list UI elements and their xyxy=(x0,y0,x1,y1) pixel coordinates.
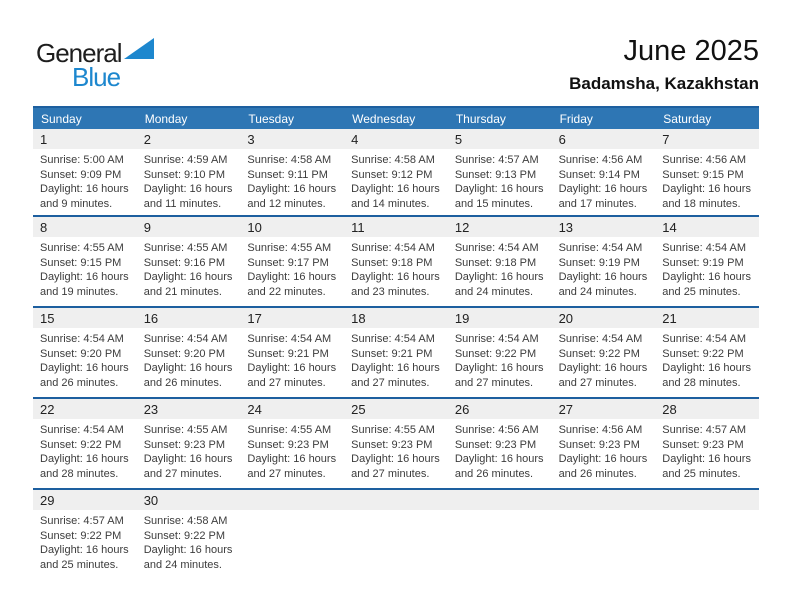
weekday-header-wednesday: Wednesday xyxy=(352,111,416,126)
sunset-text: Sunset: 9:22 PM xyxy=(40,438,122,451)
date-band xyxy=(655,308,759,328)
day-info xyxy=(33,328,137,390)
sunrise-text: Sunrise: 4:55 AM xyxy=(40,242,124,254)
date-band xyxy=(655,490,759,510)
calendar-table xyxy=(33,106,759,579)
sunrise-text: Sunrise: 4:58 AM xyxy=(143,515,228,527)
day-number: 10 xyxy=(247,219,262,235)
day-cell-19 xyxy=(448,308,552,397)
date-band xyxy=(552,490,656,510)
sunrise-text: Sunrise: 4:55 AM xyxy=(247,242,332,254)
day-cell-25 xyxy=(344,399,448,488)
daylight-text-line1: Daylight: 16 hours xyxy=(351,362,440,375)
day-number: 3 xyxy=(247,131,255,147)
date-band xyxy=(240,129,344,149)
day-cell-empty xyxy=(448,490,552,579)
week-row xyxy=(33,306,759,397)
sunrise-text: Sunrise: 4:54 AM xyxy=(351,242,435,254)
day-info xyxy=(137,237,241,299)
day-number: 30 xyxy=(143,492,159,508)
day-number: 29 xyxy=(40,492,55,508)
daylight-text-line1: Daylight: 16 hours xyxy=(247,362,337,375)
date-band xyxy=(240,217,344,237)
day-number: 7 xyxy=(662,131,670,147)
sunset-text: Sunset: 9:22 PM xyxy=(662,347,744,360)
daylight-text-line1: Daylight: 16 hours xyxy=(143,183,233,196)
weekday-header-tuesday: Tuesday xyxy=(248,111,295,126)
day-info xyxy=(344,328,448,390)
daylight-text-line1: Daylight: 16 hours xyxy=(247,453,337,466)
date-band xyxy=(344,129,448,149)
day-info xyxy=(137,149,241,211)
day-info xyxy=(448,149,552,211)
daylight-text-line2: and 15 minutes. xyxy=(454,197,534,210)
date-band xyxy=(33,217,137,237)
month-title: June 2025 xyxy=(623,35,759,67)
sunrise-text: Sunrise: 4:57 AM xyxy=(454,154,539,166)
day-cell-2 xyxy=(137,129,241,215)
day-info xyxy=(240,328,344,390)
day-cell-18 xyxy=(344,308,448,397)
daylight-text-line2: and 26 minutes. xyxy=(40,376,119,389)
sunrise-text: Sunrise: 4:54 AM xyxy=(40,333,124,345)
sunrise-text: Sunrise: 4:54 AM xyxy=(662,242,747,254)
daylight-text-line1: Daylight: 16 hours xyxy=(662,453,751,466)
sunrise-text: Sunrise: 4:59 AM xyxy=(143,154,228,166)
day-number: 9 xyxy=(143,219,151,235)
day-cell-27 xyxy=(552,399,656,488)
day-info xyxy=(552,419,656,481)
sunrise-text: Sunrise: 4:56 AM xyxy=(558,154,643,166)
day-cell-20 xyxy=(552,308,656,397)
sunrise-text: Sunrise: 4:55 AM xyxy=(143,424,228,436)
sunrise-text: Sunrise: 4:54 AM xyxy=(662,333,747,345)
date-band xyxy=(552,129,656,149)
day-number: 13 xyxy=(558,219,574,235)
sunset-text: Sunset: 9:23 PM xyxy=(143,438,226,451)
day-cell-3 xyxy=(240,129,344,215)
daylight-text-line1: Daylight: 16 hours xyxy=(454,453,544,466)
day-info xyxy=(655,328,759,390)
date-band xyxy=(448,129,552,149)
weeks-container xyxy=(33,129,759,579)
daylight-text-line1: Daylight: 16 hours xyxy=(558,453,648,466)
day-info xyxy=(33,419,137,481)
daylight-text-line1: Daylight: 16 hours xyxy=(143,544,233,557)
sunset-text: Sunset: 9:21 PM xyxy=(351,347,433,360)
day-cell-11 xyxy=(344,217,448,306)
day-cell-28 xyxy=(655,399,759,488)
day-info xyxy=(448,237,552,299)
date-band xyxy=(344,490,448,510)
day-info xyxy=(137,328,241,390)
daylight-text-line1: Daylight: 16 hours xyxy=(143,362,233,375)
daylight-text-line1: Daylight: 16 hours xyxy=(662,183,751,196)
sunrise-text: Sunrise: 4:54 AM xyxy=(454,242,539,254)
date-band xyxy=(33,399,137,419)
daylight-text-line2: and 18 minutes. xyxy=(662,197,741,210)
daylight-text-line2: and 23 minutes. xyxy=(351,285,430,298)
sunset-text: Sunset: 9:23 PM xyxy=(247,438,329,451)
day-number: 15 xyxy=(40,310,55,326)
day-number: 11 xyxy=(351,219,365,235)
week-row xyxy=(33,215,759,306)
day-info xyxy=(344,149,448,211)
day-cell-30 xyxy=(137,490,241,579)
sunset-text: Sunset: 9:13 PM xyxy=(454,168,537,181)
daylight-text-line1: Daylight: 16 hours xyxy=(40,271,129,284)
day-number: 23 xyxy=(143,401,159,417)
day-cell-6 xyxy=(552,129,656,215)
week-row xyxy=(33,129,759,215)
date-band xyxy=(344,399,448,419)
day-cell-17 xyxy=(240,308,344,397)
day-number: 20 xyxy=(558,310,574,326)
sunrise-text: Sunrise: 4:55 AM xyxy=(351,424,435,436)
week-row xyxy=(33,397,759,488)
day-cell-21 xyxy=(655,308,759,397)
sunset-text: Sunset: 9:09 PM xyxy=(40,168,122,181)
day-number: 5 xyxy=(454,131,463,147)
sunset-text: Sunset: 9:20 PM xyxy=(40,347,122,360)
daylight-text-line1: Daylight: 16 hours xyxy=(558,362,648,375)
sunset-text: Sunset: 9:22 PM xyxy=(558,347,640,360)
day-info xyxy=(240,149,344,211)
daylight-text-line2: and 27 minutes. xyxy=(351,376,430,389)
daylight-text-line1: Daylight: 16 hours xyxy=(351,271,440,284)
daylight-text-line2: and 19 minutes. xyxy=(40,285,119,298)
sunset-text: Sunset: 9:12 PM xyxy=(351,168,433,181)
logo-triangle-icon xyxy=(124,38,154,64)
sunset-text: Sunset: 9:18 PM xyxy=(454,256,537,269)
day-info xyxy=(33,237,137,299)
daylight-text-line1: Daylight: 16 hours xyxy=(454,271,544,284)
day-number: 1 xyxy=(40,131,48,147)
sunset-text: Sunset: 9:19 PM xyxy=(558,256,640,269)
day-info xyxy=(33,149,137,211)
sunset-text: Sunset: 9:22 PM xyxy=(454,347,537,360)
day-info xyxy=(552,328,656,390)
date-band xyxy=(552,217,656,237)
sunset-text: Sunset: 9:23 PM xyxy=(558,438,640,451)
sunset-text: Sunset: 9:10 PM xyxy=(143,168,226,181)
day-info xyxy=(655,149,759,211)
date-band xyxy=(33,308,137,328)
sunrise-text: Sunrise: 4:56 AM xyxy=(662,154,747,166)
daylight-text-line2: and 17 minutes. xyxy=(558,197,637,210)
daylight-text-line2: and 25 minutes. xyxy=(40,558,119,571)
sunrise-text: Sunrise: 4:54 AM xyxy=(247,333,332,345)
sunset-text: Sunset: 9:17 PM xyxy=(247,256,329,269)
day-cell-8 xyxy=(33,217,137,306)
daylight-text-line2: and 27 minutes. xyxy=(558,376,637,389)
date-band xyxy=(137,399,241,419)
day-cell-empty xyxy=(552,490,656,579)
day-number: 8 xyxy=(40,219,48,235)
day-number: 24 xyxy=(247,401,262,417)
sunset-text: Sunset: 9:20 PM xyxy=(143,347,226,360)
date-band xyxy=(552,308,656,328)
sunset-text: Sunset: 9:23 PM xyxy=(662,438,744,451)
day-number: 22 xyxy=(40,401,55,417)
daylight-text-line1: Daylight: 16 hours xyxy=(143,271,233,284)
sunset-text: Sunset: 9:18 PM xyxy=(351,256,433,269)
day-info xyxy=(448,419,552,481)
day-cell-29 xyxy=(33,490,137,579)
day-cell-13 xyxy=(552,217,656,306)
sunrise-text: Sunrise: 4:54 AM xyxy=(40,424,124,436)
daylight-text-line1: Daylight: 16 hours xyxy=(40,453,129,466)
daylight-text-line1: Daylight: 16 hours xyxy=(143,453,233,466)
date-band xyxy=(655,217,759,237)
date-band xyxy=(448,308,552,328)
logo-text-blue: Blue xyxy=(72,62,121,92)
daylight-text-line1: Daylight: 16 hours xyxy=(662,271,751,284)
date-band xyxy=(240,399,344,419)
date-band xyxy=(448,490,552,510)
day-cell-4 xyxy=(344,129,448,215)
daylight-text-line2: and 11 minutes. xyxy=(143,197,222,210)
date-band xyxy=(137,217,241,237)
daylight-text-line1: Daylight: 16 hours xyxy=(662,362,751,375)
sunrise-text: Sunrise: 4:54 AM xyxy=(558,242,643,254)
day-cell-7 xyxy=(655,129,759,215)
sunrise-text: Sunrise: 4:54 AM xyxy=(558,333,643,345)
day-number: 12 xyxy=(454,219,470,235)
sunrise-text: Sunrise: 4:54 AM xyxy=(351,333,435,345)
date-band xyxy=(655,399,759,419)
weekday-header-friday: Friday xyxy=(559,111,593,126)
daylight-text-line1: Daylight: 16 hours xyxy=(351,183,440,196)
daylight-text-line1: Daylight: 16 hours xyxy=(40,544,129,557)
sunrise-text: Sunrise: 4:54 AM xyxy=(454,333,539,345)
sunrise-text: Sunrise: 4:57 AM xyxy=(662,424,747,436)
day-info xyxy=(240,419,344,481)
date-band xyxy=(137,308,241,328)
day-info xyxy=(344,237,448,299)
date-band xyxy=(344,217,448,237)
day-cell-empty xyxy=(655,490,759,579)
day-cell-empty xyxy=(240,490,344,579)
day-cell-14 xyxy=(655,217,759,306)
day-number: 18 xyxy=(351,310,366,326)
sunset-text: Sunset: 9:15 PM xyxy=(662,168,744,181)
daylight-text-line2: and 26 minutes. xyxy=(454,467,534,480)
day-info xyxy=(137,510,241,572)
date-band xyxy=(33,129,137,149)
day-cell-1 xyxy=(33,129,137,215)
daylight-text-line2: and 24 minutes. xyxy=(558,285,637,298)
sunrise-text: Sunrise: 4:55 AM xyxy=(247,424,332,436)
sunrise-text: Sunrise: 4:54 AM xyxy=(143,333,228,345)
sunset-text: Sunset: 9:22 PM xyxy=(143,529,226,542)
logo-text-general: General xyxy=(36,38,122,68)
day-info xyxy=(137,419,241,481)
sunrise-text: Sunrise: 4:56 AM xyxy=(454,424,539,436)
daylight-text-line2: and 24 minutes. xyxy=(454,285,534,298)
week-row xyxy=(33,488,759,579)
day-info xyxy=(552,237,656,299)
day-cell-16 xyxy=(137,308,241,397)
date-band xyxy=(448,217,552,237)
day-cell-26 xyxy=(448,399,552,488)
day-cell-9 xyxy=(137,217,241,306)
sunset-text: Sunset: 9:11 PM xyxy=(247,168,328,181)
daylight-text-line2: and 27 minutes. xyxy=(143,467,222,480)
daylight-text-line1: Daylight: 16 hours xyxy=(454,183,544,196)
daylight-text-line2: and 9 minutes. xyxy=(40,197,113,210)
sunrise-text: Sunrise: 5:00 AM xyxy=(40,154,124,166)
daylight-text-line1: Daylight: 16 hours xyxy=(558,183,648,196)
title-block xyxy=(569,34,759,95)
day-info xyxy=(448,328,552,390)
day-info xyxy=(655,419,759,481)
sunrise-text: Sunrise: 4:58 AM xyxy=(351,154,435,166)
day-cell-12 xyxy=(448,217,552,306)
daylight-text-line1: Daylight: 16 hours xyxy=(558,271,648,284)
sunset-text: Sunset: 9:21 PM xyxy=(247,347,329,360)
daylight-text-line2: and 12 minutes. xyxy=(247,197,326,210)
day-number: 2 xyxy=(143,131,151,147)
daylight-text-line2: and 22 minutes. xyxy=(247,285,326,298)
daylight-text-line1: Daylight: 16 hours xyxy=(40,183,129,196)
daylight-text-line2: and 28 minutes. xyxy=(662,376,741,389)
day-info xyxy=(240,237,344,299)
sunset-text: Sunset: 9:14 PM xyxy=(558,168,640,181)
day-cell-5 xyxy=(448,129,552,215)
sunrise-text: Sunrise: 4:58 AM xyxy=(247,154,332,166)
daylight-text-line2: and 27 minutes. xyxy=(247,467,326,480)
date-band xyxy=(240,308,344,328)
location-title: Badamsha, Kazakhstan xyxy=(569,74,759,93)
weekday-header-sunday: Sunday xyxy=(41,111,82,126)
day-number: 17 xyxy=(247,310,262,326)
day-info xyxy=(552,149,656,211)
weekday-header-thursday: Thursday xyxy=(455,111,506,126)
day-info xyxy=(33,510,137,572)
sunset-text: Sunset: 9:23 PM xyxy=(351,438,433,451)
sunrise-text: Sunrise: 4:56 AM xyxy=(558,424,643,436)
day-number: 27 xyxy=(558,401,574,417)
daylight-text-line2: and 26 minutes. xyxy=(558,467,637,480)
daylight-text-line2: and 26 minutes. xyxy=(143,376,222,389)
sunrise-text: Sunrise: 4:57 AM xyxy=(40,515,124,527)
daylight-text-line1: Daylight: 16 hours xyxy=(247,183,337,196)
sunrise-text: Sunrise: 4:55 AM xyxy=(143,242,228,254)
day-cell-empty xyxy=(344,490,448,579)
sunset-text: Sunset: 9:19 PM xyxy=(662,256,744,269)
date-band xyxy=(137,490,241,510)
weekday-header-row xyxy=(33,106,759,129)
daylight-text-line2: and 25 minutes. xyxy=(662,285,741,298)
daylight-text-line1: Daylight: 16 hours xyxy=(351,453,440,466)
sunset-text: Sunset: 9:22 PM xyxy=(40,529,122,542)
day-cell-15 xyxy=(33,308,137,397)
day-info xyxy=(655,237,759,299)
sunset-text: Sunset: 9:16 PM xyxy=(143,256,226,269)
day-cell-10 xyxy=(240,217,344,306)
day-number: 26 xyxy=(454,401,470,417)
day-number: 21 xyxy=(662,310,677,326)
weekday-header-saturday: Saturday xyxy=(663,111,712,126)
date-band xyxy=(137,129,241,149)
date-band xyxy=(448,399,552,419)
day-number: 16 xyxy=(143,310,159,326)
day-number: 14 xyxy=(662,219,677,235)
daylight-text-line2: and 27 minutes. xyxy=(454,376,534,389)
daylight-text-line2: and 21 minutes. xyxy=(143,285,222,298)
day-info xyxy=(344,419,448,481)
day-cell-23 xyxy=(137,399,241,488)
date-band xyxy=(552,399,656,419)
date-band xyxy=(240,490,344,510)
daylight-text-line1: Daylight: 16 hours xyxy=(247,271,337,284)
sunset-text: Sunset: 9:23 PM xyxy=(454,438,537,451)
day-cell-24 xyxy=(240,399,344,488)
daylight-text-line2: and 28 minutes. xyxy=(40,467,119,480)
day-cell-22 xyxy=(33,399,137,488)
day-number: 19 xyxy=(454,310,470,326)
date-band xyxy=(33,490,137,510)
sunset-text: Sunset: 9:15 PM xyxy=(40,256,122,269)
general-blue-logo xyxy=(36,38,146,92)
day-number: 25 xyxy=(351,401,366,417)
daylight-text-line1: Daylight: 16 hours xyxy=(454,362,544,375)
day-number: 28 xyxy=(662,401,677,417)
day-number: 4 xyxy=(351,131,359,147)
daylight-text-line2: and 27 minutes. xyxy=(351,467,430,480)
day-number: 6 xyxy=(558,131,566,147)
date-band xyxy=(344,308,448,328)
weekday-header-monday: Monday xyxy=(144,111,188,126)
daylight-text-line2: and 14 minutes. xyxy=(351,197,430,210)
date-band xyxy=(655,129,759,149)
daylight-text-line2: and 27 minutes. xyxy=(247,376,326,389)
daylight-text-line2: and 24 minutes. xyxy=(143,558,222,571)
daylight-text-line1: Daylight: 16 hours xyxy=(40,362,129,375)
daylight-text-line2: and 25 minutes. xyxy=(662,467,741,480)
